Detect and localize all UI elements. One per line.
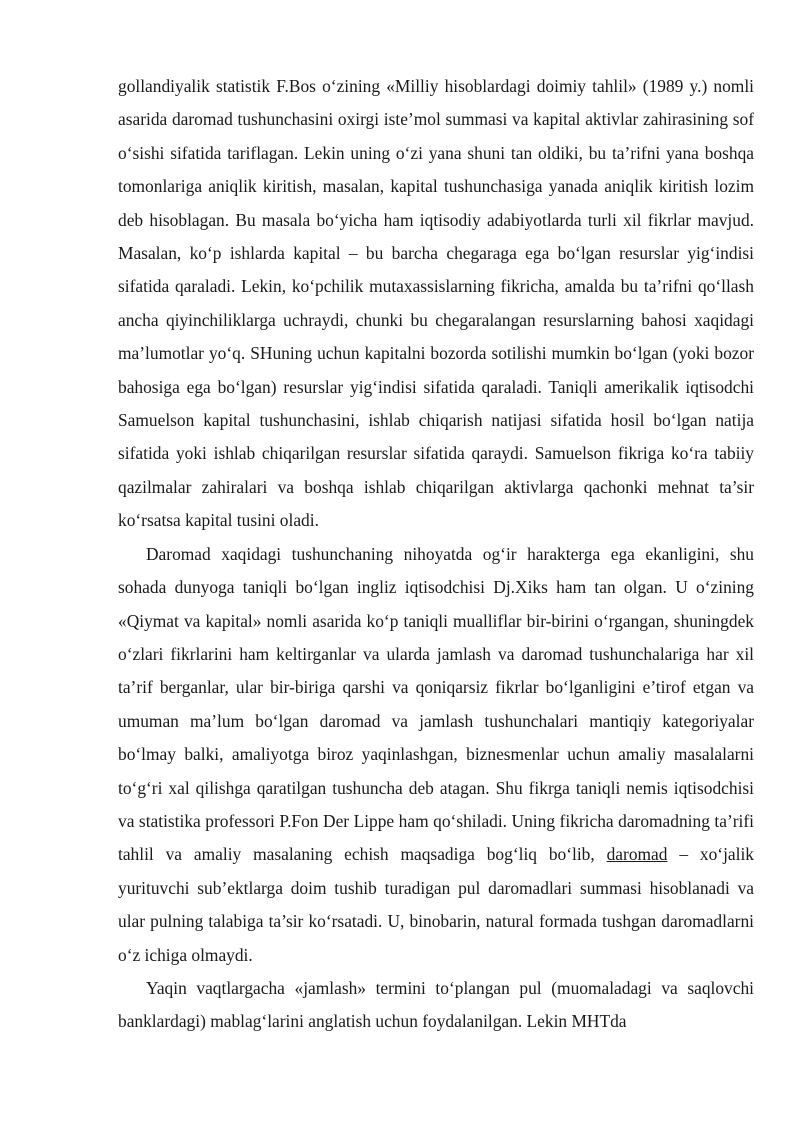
paragraph-accumulation-term: Yaqin vaqtlargacha «jamlash» termini to‘plangan pul (muomaladagi va saqlovchi banklardagi) mablag‘larini anglatish uchun foydalanilgan. Lekin MHTda: [118, 977, 754, 1032]
document-page: [118, 70, 754, 1039]
paragraph-text-before: Daromad xaqidagi tushunchaning nihoyatda og‘ir harakterga ega ekanligini, shu sohada dunyoga taniqli bo‘lgan ingliz iqtisodchisi Dj.Xiks ham tan olgan. U o‘zining «Qiymat va kapital» nomli asarida ko‘p taniqli mualliflar bir-birini o‘rgangan, shuningdek o‘zlari fikrlarini ham keltirganlar va ularda jamlash va daromad tushunchalariga har xil ta’rif berganlar, ular bir-biriga qarshi va qoniqarsiz fikrlar bo‘lganligini e’tirof etgan va umuman ma’lum bo‘lgan daromad va jamlash tushunchalari mantiqiy kategoriyalar bo‘lmay balki, amaliyotga biroz yaqinlashgan, biznesmenlar uchun amaliy masalalarni to‘g‘ri xal qilishga qaratilgan tushuncha deb atagan. Shu fikrga taniqli nemis iqtisodchisi va statistika professori P.Fon Der Lippe ham qo‘shiladi. Uning fikricha daromadning ta’rifi tahlil va amaliy masalaning echish maqsadiga bog‘liq bo‘lib,: [118, 543, 754, 865]
underlined-term-daromad: daromad: [606, 844, 668, 865]
paragraph-text-after: – xo‘jalik yurituvchi sub’ektlarga doim tushib turadigan pul daromadlari summasi hisoblanadi va ular pulning talabiga ta’sir ko‘rsatadi. U, binobarin, natural formada tushgan daromadlarni o‘z ichiga olmaydi.: [118, 844, 754, 965]
paragraph-income-concept: [118, 538, 754, 972]
paragraph-capital-definition: gollandiyalik statistik F.Bos o‘zining «Milliy hisoblardagi doimiy tahlil» (1989 y.) nomli asarida daromad tushunchasini oxirgi iste’mol summasi va kapital aktivlar zahirasining sof o‘sishi sifatida tariflagan. Lekin uning o‘zi yana shuni tan oldiki, bu ta’rifni yana boshqa tomonlariga aniqlik kiritish, masalan, kapital tushunchasiga yanada aniqlik kiritish lozim deb hisoblagan. Bu masala bo‘yicha ham iqtisodiy adabiyotlarda turli xil fikrlar mavjud. Masalan, ko‘p ishlarda kapital – bu barcha chegaraga ega bo‘lgan resurslar yig‘indisi sifatida qaraladi. Lekin, ko‘pchilik mutaxassislarning fikricha, amalda bu ta’rifni qo‘llash ancha qiyinchiliklarga uchraydi, chunki bu chegaralangan resurslarning bahosi xaqidagi ma’lumotlar yo‘q. SHuning uchun kapitalni bozorda sotilishi mumkin bo‘lgan (yoki bozor bahosiga ega bo‘lgan) resurslar yig‘indisi sifatida qaraladi. Taniqli amerikalik iqtisodchi Samuelson kapital tushunchasini, ishlab chiqarish natijasi sifatida hosil bo‘lgan natija sifatida yoki ishlab chiqarilgan resurslar sifatida qaraydi. Samuelson fikriga ko‘ra tabiiy qazilmalar zahiralari va boshqa ishlab chiqarilgan aktivlarga qachonki mehnat ta’sir ko‘rsatsa kapital tusini oladi.: [118, 76, 754, 531]
